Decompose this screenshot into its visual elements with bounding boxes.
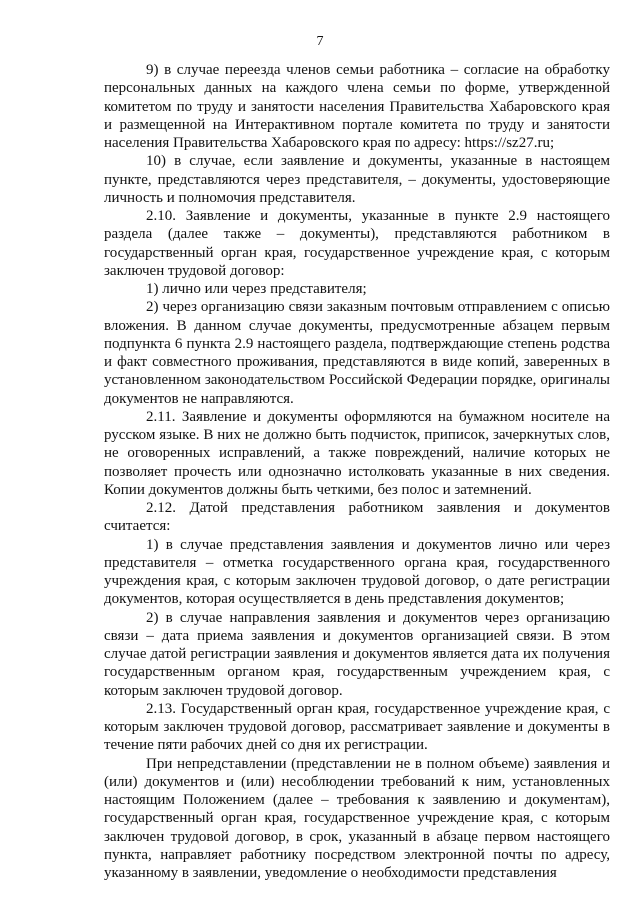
paragraph-2-12-item-1: 1) в случае представления заявления и документов лично или через представителя – отметка государственного органа края, государственного учреждения края, с которым заключен трудовой договор, о дате регистрации документов, которая осуществляется в день представления документов;: [104, 536, 610, 608]
paragraph-2-12-item-2: 2) в случае направления заявления и документов через организацию связи – дата приема заявления и документов организацией связи. В этом случае датой регистрации заявления и документов является дата их получения государственным органом края, государственным учреждением края, с которым заключен трудовой договор.: [104, 609, 610, 699]
paragraph-2-13-continuation: При непредставлении (представлении не в полном объеме) заявления и (или) документов и (или) несоблюдении требований к ним, установленных настоящим Положением (далее – требования к заявлению и документам), государственный орган края, государственное учреждение края, с которым заключен трудовой договор, в срок, указанный в абзаце первом настоящего пункта, направляет работнику посредством электронной почты по адресу, указанному в заявлении, уведомление о необходимости представления: [104, 755, 610, 881]
paragraph-10-representative: 10) в случае, если заявление и документы, указанные в настоящем пункте, представляются через представителя, – документы, удостоверяющие личность и полномочия представителя.: [104, 153, 610, 206]
paragraph-2-13: 2.13. Государственный орган края, государственное учреждение края, с которым заключен трудовой договор, рассматривает заявление и документы в течение пяти рабочих дней со дня их регистрации.: [104, 700, 610, 754]
paragraph-2-11: 2.11. Заявление и документы оформляются на бумажном носителе на русском языке. В них не должно быть подчисток, приписок, зачеркнутых слов, не оговоренных исправлений, а также повреждений, наличие которых не позволяет прочесть или однозначно истолковать указанные в них сведения. Копии документов должны быть четкими, без полос и затемнений.: [104, 408, 610, 498]
paragraph-2-12: 2.12. Датой представления работником заявления и документов считается:: [104, 500, 610, 535]
document-body: [104, 61, 610, 882]
paragraph-2-10: 2.10. Заявление и документы, указанные в пункте 2.9 настоящего раздела (далее также – документы), представляются работником в государственный орган края, государственное учреждение края, с которым заключен трудовой договор:: [104, 208, 610, 279]
paragraph-2-10-item-2: 2) через организацию связи заказным почтовым отправлением с описью вложения. В данном случае документы, предусмотренные абзацем первым подпункта 6 пункта 2.9 настоящего раздела, подтверждающие степень родства и факт совместного проживания, представляются в виде копий, заверенных в установленном законодательством Российской Федерации порядке, оригиналы документов не направляются.: [104, 299, 610, 407]
paragraph-9-consent: 9) в случае переезда членов семьи работника – согласие на обработку персональных данных на каждого члена семьи по форме, утвержденной комитетом по труду и занятости населения Правительства Хабаровского края и размещенной на Интерактивном портале комитета по труду и занятости населения Правительства Хабаровского края по адресу: https://sz27.ru;: [104, 62, 610, 151]
paragraph-2-10-item-1: 1) лично или через представителя;: [146, 281, 367, 297]
page-number: 7: [316, 34, 324, 49]
